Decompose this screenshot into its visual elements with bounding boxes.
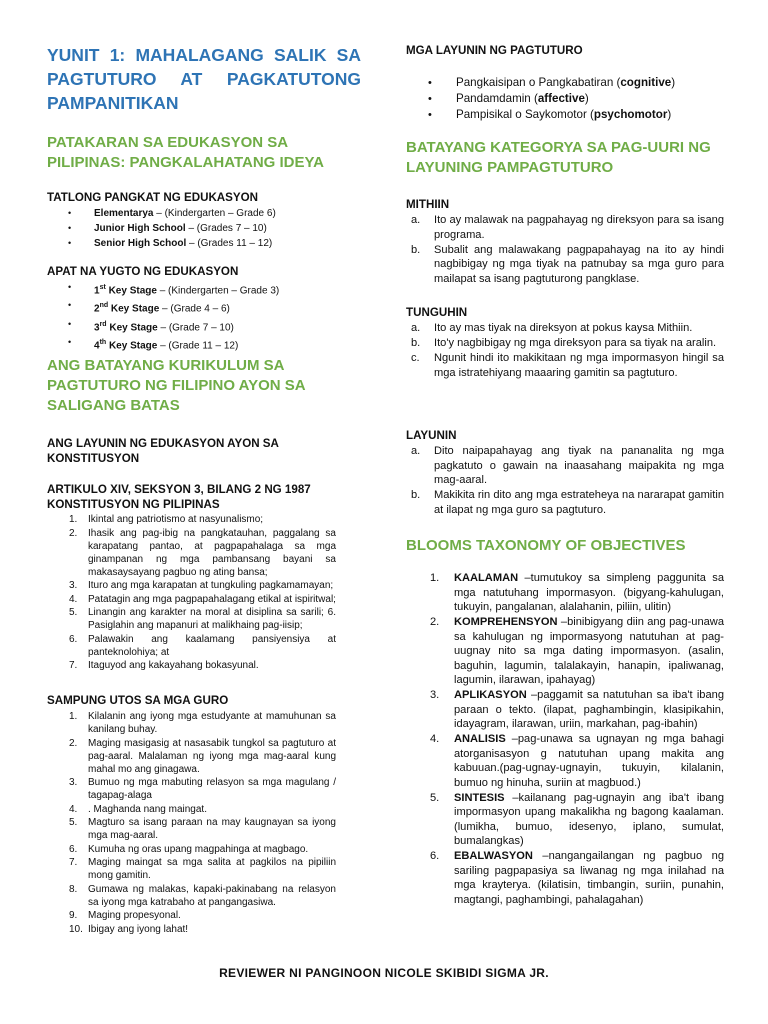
section-heading-patakaran: PATAKARAN SA EDUKASYON SA PILIPINAS: PANGKALAHATANG IDEYA	[47, 134, 324, 171]
list-item: 7. Maging maingat sa mga salita at pagkilos na pipiliin mong gamitin.	[69, 857, 336, 881]
list-item: b. Ito'y nagbibigay ng mga direksyon para sa tiyak na aralin.	[411, 337, 717, 349]
heading-artikulo-xiv: ARTIKULO XIV, SEKSYON 3, BILANG 2 NG 1987 KONSTITUSYON NG PILIPINAS	[47, 483, 311, 511]
list-item: 6. Palawakin ang kaalamang pansiyensiya at panteknolohiya; at	[69, 633, 336, 658]
list-item: 3. APLIKASYON –paggamit sa natutuhan sa iba't ibang paraan o tekto. (ilapat, paghambingin, klasipikahin, idayagram, ilarawan, uriin, markahan, pag-ibahin)	[430, 689, 724, 730]
list-item: a. Ito ay mas tiyak na direksyon at pokus kaysa Mithiin.	[411, 322, 693, 334]
list-item: • Elementarya – (Kindergarten – Grade 6)	[47, 206, 361, 221]
list-item: c. Ngunit hindi ito makikitaan ng mga impormasyon hingil sa mga istratehiyang maaaring gamitin sa pagtuturo.	[411, 352, 724, 379]
list-item: 5. Linangin ang karakter na moral at disiplina sa sarili; 6. Pasiglahin ang mapanuri at malikhaing pag-iisip;	[69, 607, 336, 631]
section-heading-batayang-kurikulum: ANG BATAYANG KURIKULUM SA PAGTUTURO NG FILIPINO AYON SA SALIGANG BATAS	[47, 357, 306, 414]
blooms-list	[406, 571, 724, 908]
list-item: 9. Maging propesyonal.	[69, 910, 181, 921]
list-item: • 3rd Key Stage – (Grade 7 – 10)	[47, 317, 361, 335]
sampung-list	[47, 710, 336, 936]
tunguhin-list	[406, 321, 724, 381]
list-item: 4. . Maghanda nang maingat.	[69, 803, 207, 815]
list-item: 6. EBALWASYON –nangangailangan ng pagbuo ng sariling pagpapasiya sa liwanag ng mga inilahad na mga krayterya. (kilatisin, timbangin, suriin, punahin, magtangi, paghambingi, pahalagahan)	[430, 850, 724, 906]
page-footer: REVIEWER NI PANGINOON NICOLE SKIBIDI SIGMA JR.	[219, 966, 549, 980]
heading-tatlong-pangkat: TATLONG PANGKAT NG EDUKASYON	[47, 191, 259, 204]
list-item: 3. Bumuo ng mga mabuting relasyon sa mga magulang / tagapag-alaga	[69, 777, 336, 801]
tatlong-list	[47, 206, 361, 251]
list-item: 7. Itaguyod ang kakayahang bokasyunal.	[69, 660, 259, 671]
list-item: 3. Ituro ang mga karapatan at tungkuling pagkamamayan;	[69, 580, 334, 591]
list-item: • Senior High School – (Grades 11 – 12)	[47, 236, 361, 251]
heading-tunguhin: TUNGUHIN	[406, 306, 468, 319]
list-item: b. Subalit ang malawakang pagpapahayag na ito ay hindi nagbibigay ng mga tiyak na patnubay sa mga guro para mailapat sa isang pagtuturong pangklase.	[411, 243, 724, 285]
mithiin-list	[406, 213, 724, 287]
list-item: • Pangkaisipan o Pangkabatiran (cognitive)	[406, 75, 724, 91]
heading-mithiin: MITHIIN	[406, 198, 450, 211]
list-item: 4. ANALISIS –pag-unawa sa ugnayan ng mga bahagi atorganisasyon g natutuhan upang makita ang kabuuan.(pag-ugnay-ugnayin, tukuyin, kilalanin, bumuo ng hinuha, suriin at magbuod.)	[430, 733, 724, 789]
list-item: • Pampisikal o Saykomotor (psychomotor)	[406, 107, 724, 123]
section-heading-batayang-kategorya: BATAYANG KATEGORYA SA PAG-UURI NG LAYUNING PAMPAGTUTURO	[406, 139, 711, 176]
heading-apat-na-yugto: APAT NA YUGTO NG EDUKASYON	[47, 265, 239, 278]
list-item: • Pandamdamin (affective)	[406, 91, 724, 107]
list-item: 5. SINTESIS –kailanang pag-ugnayin ang iba't ibang impormasyon upang makalikha ng bagong kaalaman. (lumikha, bumuo, idesenyo, iplano, sumulat, bumalangkas)	[430, 791, 724, 847]
layunin-letter-list	[406, 444, 724, 518]
list-item: 1. KAALAMAN –tumutukoy sa simpleng paggunita sa mga natutuhang impormasyon. (bigyang-kahulugan, tukuyin, pangalanan, alalahanin, piliin, ulitin)	[430, 572, 724, 613]
heading-mga-layunin-ng-pagtuturo: MGA LAYUNIN NG PAGTUTURO	[406, 44, 583, 57]
list-item: • 2nd Key Stage – (Grade 4 – 6)	[47, 298, 361, 316]
list-item: b. Makikita rin dito ang mga estrateheya na nararapat gamitin at ilapat ng mga guro sa pagtuturo.	[411, 489, 724, 516]
heading-layunin: LAYUNIN	[406, 429, 457, 442]
list-item: 2. Ihasik ang pag-ibig na pangkatauhan, paggalang sa karapatang pantao, at pagpapahalaga sa mga ginampanan ng mga pambansang bayani sa makasaysayang pagbuo ng ating bansa;	[69, 527, 336, 578]
list-item: 4. Patatagin ang mga pagpapahalagang etikal at ispiritwal;	[69, 593, 336, 605]
section-heading-blooms-taxonomy: BLOOMS TAXONOMY OF OBJECTIVES	[406, 537, 686, 554]
list-item: 8. Gumawa ng malakas, kapaki-pakinabang na relasyon sa iyong mga katrabaho at pangangasiwa.	[69, 883, 336, 908]
list-item: 1. Kilalanin ang iyong mga estudyante at mamuhunan sa kanilang buhay.	[69, 711, 336, 735]
heading-sampung-utos: SAMPUNG UTOS SA MGA GURO	[47, 694, 229, 707]
list-item: 10. Ibigay ang iyong lahat!	[69, 923, 189, 935]
list-item: • 1st Key Stage – (Kindergarten – Grade 3)	[47, 280, 361, 298]
list-item: • Junior High School – (Grades 7 – 10)	[47, 221, 361, 236]
list-item: a. Dito naipapahayag ang tiyak na pananalita ng mga pagkatuto o gawain na inaasahang maipakita ng mga mag-aaral.	[411, 445, 724, 486]
list-item: 2. Maging masigasig at nasasabik tungkol sa pagtuturo at pag-aaral. Malalaman ng iyong mga mag-aaral kung mahal mo ang ginagawa.	[69, 737, 336, 775]
list-item: 5. Magturo sa isang paraan na may kaugnayan sa iyong mga mag-aaral.	[69, 817, 336, 841]
layunin-list	[406, 75, 724, 123]
unit-title: YUNIT 1: MAHALAGANG SALIK SA PAGTUTURO AT PAGKATUTONG PAMPANITIKAN	[47, 45, 361, 113]
list-item: a. Ito ay malawak na pagpahayag ng direksyon para sa isang programa.	[411, 214, 724, 241]
apat-list	[47, 280, 361, 353]
artikulo-list	[47, 513, 336, 673]
list-item: • 4th Key Stage – (Grade 11 – 12)	[47, 335, 361, 353]
list-item: 6. Kumuha ng oras upang magpahinga at magbago.	[69, 843, 309, 855]
list-item: 2. KOMPREHENSYON –binibigyang diin ang pag-unawa sa kahulugan ng impormasyong natutuhan at pag-uugnay nito sa mga dating impormasyon. (asalin, baguhin, lagumin, talalakayin, hanapin, ipaliwanag, lagumin, ilarawan, ipahayag)	[430, 616, 724, 686]
list-item: 1. Ikintal ang patriotismo at nasyunalismo;	[69, 514, 264, 525]
heading-layunin-ng-edukasyon: ANG LAYUNIN NG EDUKASYON AYON SA KONSTITUSYON	[47, 437, 279, 465]
